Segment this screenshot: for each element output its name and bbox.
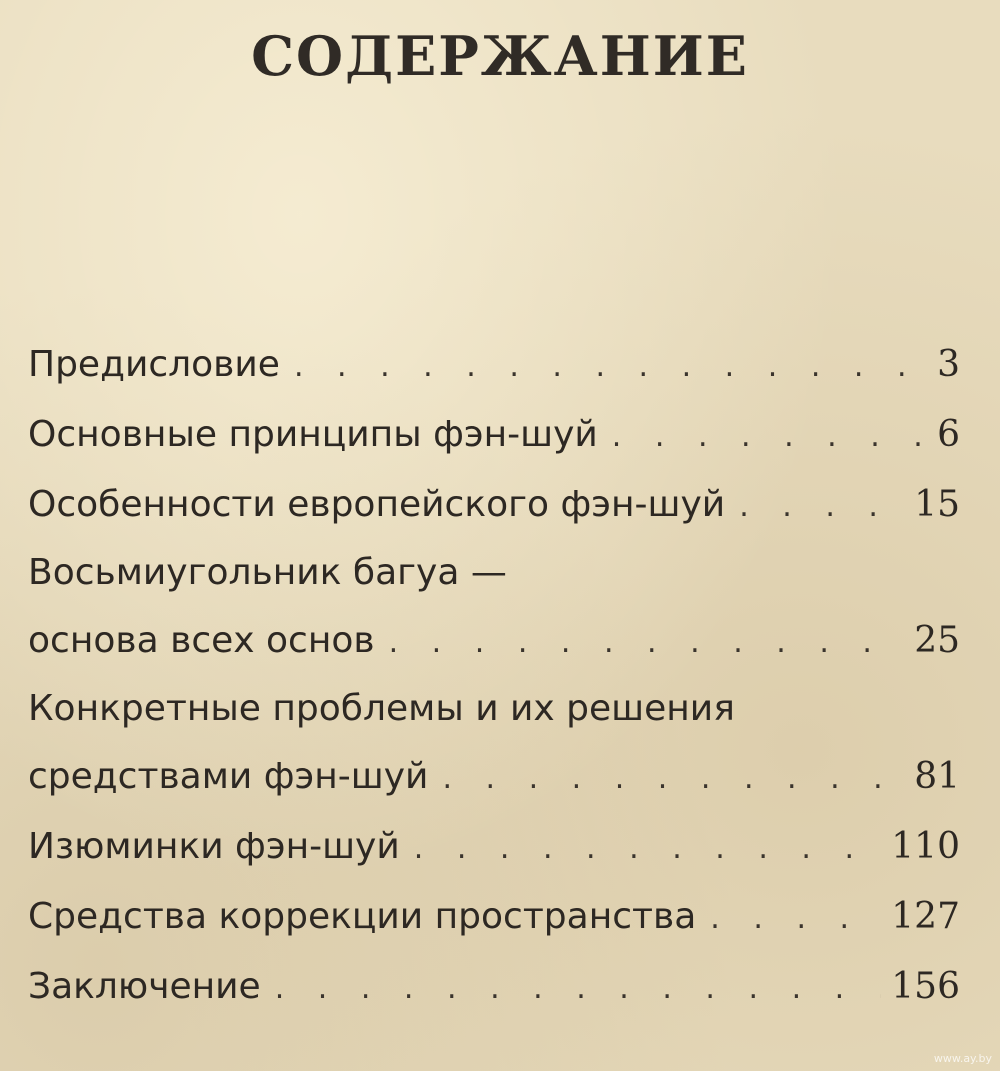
dot-leader [612, 402, 927, 472]
toc-entry-bagua [28, 540, 960, 676]
toc-entry-title: Заключение [28, 966, 261, 1007]
toc-entry-title: Средства коррекции пространства [28, 896, 697, 937]
toc-entry-title: Основные принципы фэн-шуй [28, 414, 598, 455]
toc-entry-title: Конкретные проблемы и их решения [28, 688, 735, 729]
dot-leader [414, 814, 882, 884]
site-watermark: www.ay.by [933, 1052, 992, 1065]
toc-page-number: 110 [891, 826, 960, 867]
toc-entry-correction [28, 882, 960, 952]
dot-leader [389, 608, 905, 678]
toc-entry-highlights [28, 812, 960, 882]
toc-page-number: 25 [914, 620, 960, 661]
toc-entry-title-continued: основа всех основ [28, 620, 375, 661]
toc-entry-conclusion [28, 952, 960, 1022]
toc-entry-title: Особенности европейского фэн-шуй [28, 484, 726, 525]
dot-leader [294, 332, 927, 402]
toc-entry-preface [28, 330, 960, 400]
toc-entry-title: Предисловие [28, 344, 280, 385]
dot-leader [442, 744, 904, 814]
dot-leader [739, 472, 904, 542]
toc-page-number: 127 [891, 896, 960, 937]
toc-entry-problems [28, 676, 960, 812]
toc-entry-title: Восьмиугольник багуа — [28, 552, 507, 593]
toc-entry-title-continued: средствами фэн-шуй [28, 756, 429, 797]
dot-leader [275, 954, 882, 1024]
toc-entry-principles [28, 400, 960, 470]
toc-page-number: 3 [937, 344, 960, 385]
page-title: СОДЕРЖАНИЕ [251, 24, 749, 88]
dot-leader [710, 884, 881, 954]
toc-page-number: 6 [937, 414, 960, 455]
toc-entry-european [28, 470, 960, 540]
table-of-contents [28, 330, 960, 1022]
toc-entry-title: Изюминки фэн-шуй [28, 826, 400, 867]
toc-page-number: 81 [914, 756, 960, 797]
toc-page-number: 156 [891, 966, 960, 1007]
toc-page-number: 15 [914, 484, 960, 525]
